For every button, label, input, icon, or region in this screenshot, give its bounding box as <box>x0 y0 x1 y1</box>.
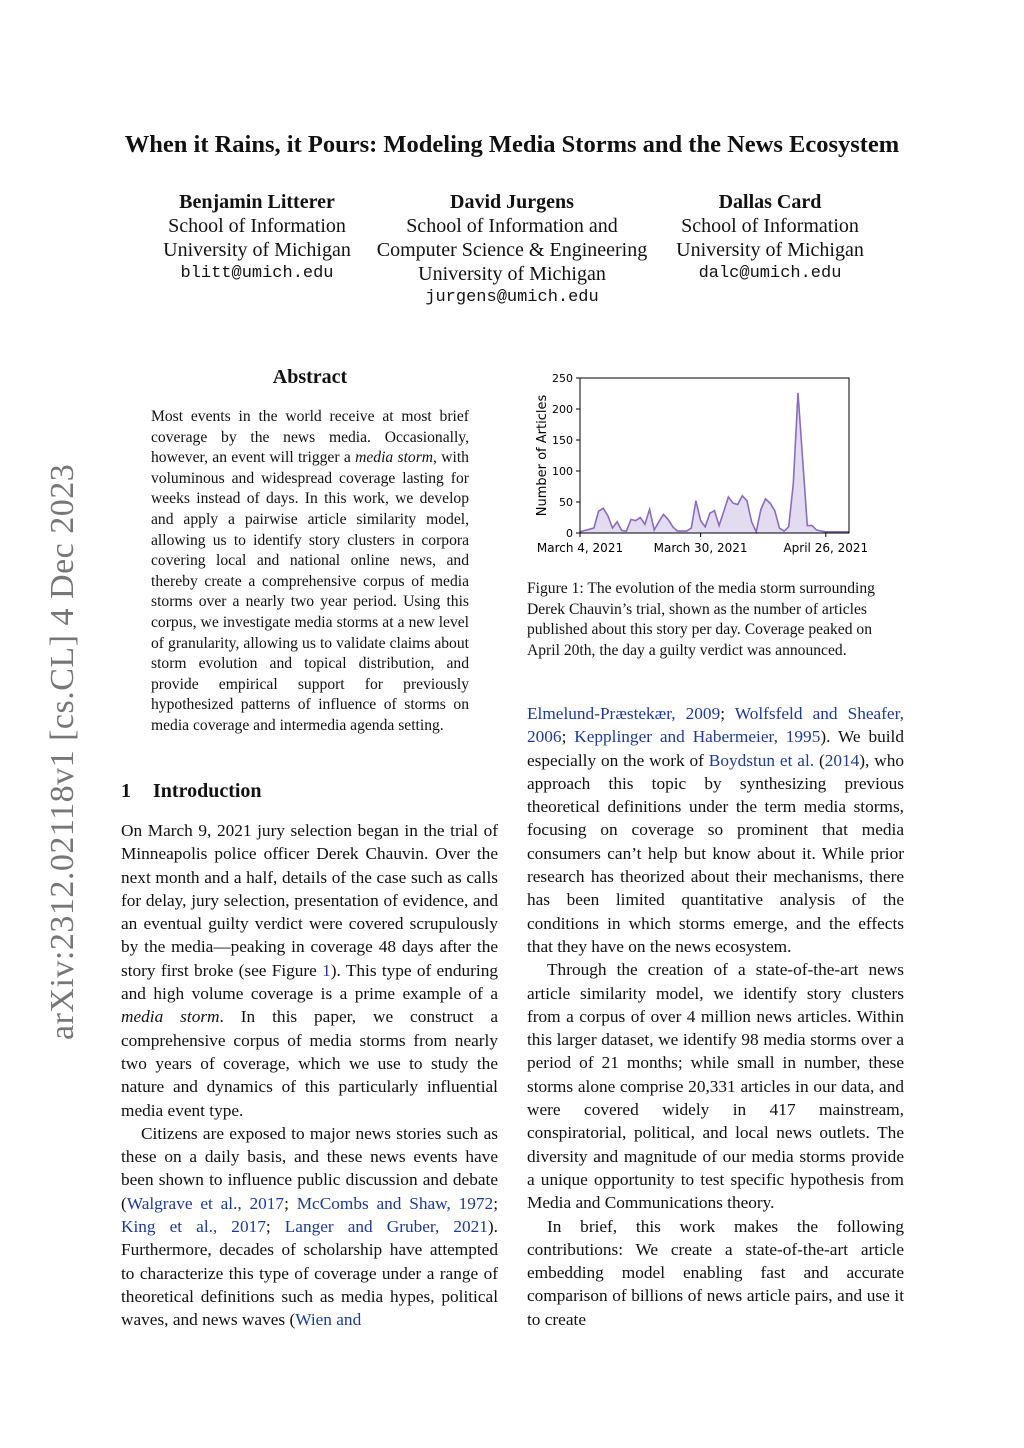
abstract-body <box>151 407 469 737</box>
section-title: Introduction <box>153 780 262 802</box>
text-run: On March 9, 2021 jury selection began in the trial of Minneapolis police officer Derek Chauvin. Over the next month and a half, details of the case such as calls for delay, jury selection, presentation of evidence, and an eventual guilty verdict were covered scrupulously by the media—peaking in coverage 48 days after the story first broke (see Figure <box>121 821 498 980</box>
x-tick-label: April 26, 2021 <box>783 541 869 555</box>
section-heading <box>121 780 262 803</box>
citation-link[interactable]: Wien and <box>295 1310 362 1330</box>
figure-ref-link[interactable]: 1 <box>322 960 331 980</box>
paragraph: Through the creation of a state-of-the-art news article similarity model, we identify story clusters from a corpus of over 4 million news articles. Within this larger dataset, we identify 98 media storms over a period of 21 months; while small in number, these storms alone comprise 20,331 articles in our data, and were covered widely in 417 mainstream, conspiratorial, political, and local news outlets. The diversity and magnitude of our media storms provide a unique opportunity to test specific hypothesis from Media and Communications theory. <box>527 960 904 1213</box>
y-axis-label: Number of Articles <box>535 394 550 517</box>
figure-1-chart <box>528 368 900 560</box>
y-tick-label: 250 <box>552 372 573 385</box>
y-tick-label: 100 <box>552 465 573 478</box>
citation-link[interactable]: Boydstun et al. <box>708 750 815 770</box>
text-run: ; <box>561 727 575 747</box>
right-column-text <box>527 702 904 1331</box>
x-tick-label: March 30, 2021 <box>653 541 748 555</box>
abstract-emphasis: media storm <box>355 449 434 467</box>
author-block <box>362 190 662 310</box>
arxiv-side-stamp: arXiv:2312.02118v1 [cs.CL] 4 Dec 2023 <box>44 463 81 1040</box>
text-run: . In this paper, we construct a comprehensive corpus of media storms from nearly two years of coverage, which we use to study the nature and dynamics of this particularly influential media event type. <box>121 1007 498 1120</box>
paper-title: When it Rains, it Pours: Modeling Media Storms and the News Ecosystem <box>124 131 900 158</box>
author-affiliation: School of Information <box>681 215 859 237</box>
citation-link[interactable]: Langer and Gruber, 2021 <box>284 1217 488 1237</box>
author-email: jurgens@umich.edu <box>425 288 599 307</box>
y-tick-label: 0 <box>566 527 573 540</box>
author-block <box>660 190 880 286</box>
y-tick-label: 200 <box>552 403 573 416</box>
author-email: dalc@umich.edu <box>698 264 842 283</box>
paragraph <box>121 1122 498 1332</box>
emphasis: media storm <box>121 1007 220 1027</box>
series-line <box>580 393 849 532</box>
abstract-heading: Abstract <box>272 366 348 388</box>
x-tick-label: March 4, 2021 <box>536 541 624 555</box>
abstract-text: Most events in the world receive at most brief coverage by the news media. Occasionally, however, an event will trigger a <box>151 408 469 467</box>
author-email: blitt@umich.edu <box>180 264 334 283</box>
plot-frame <box>580 378 849 533</box>
author-name: David Jurgens <box>450 191 574 213</box>
paragraph <box>121 819 498 1122</box>
author-affiliation: School of Information and <box>406 215 618 237</box>
y-tick-label: 150 <box>552 434 573 447</box>
citation-link[interactable]: McCombs and Shaw, 1972 <box>296 1193 494 1213</box>
text-run: ). Furthermore, decades of scholarship have attempted to characterize this type of coverage under a range of theoretical definitions such as media hypes, political waves, and news waves ( <box>121 1217 498 1330</box>
author-name: Benjamin Litterer <box>179 191 335 213</box>
author-affiliation: University of Michigan <box>418 263 606 285</box>
text-run: ; <box>265 1217 285 1237</box>
citation-link[interactable]: Elmelund-Præstekær, 2009 <box>527 704 721 723</box>
author-affiliation: Computer Science & Engineering <box>376 239 648 261</box>
citation-link[interactable]: 2014 <box>824 750 860 770</box>
citation-link[interactable]: Wolfsfeld and Sheafer, 2006 <box>527 704 904 747</box>
author-block <box>147 190 367 286</box>
author-affiliation: School of Information <box>168 215 346 237</box>
text-run: Citizens are exposed to major news stories such as these on a daily basis, and these news events have been shown to influence public discussion and debate ( <box>121 1123 498 1213</box>
citation-link[interactable]: King et al., 2017 <box>121 1217 266 1237</box>
section-number: 1 <box>121 780 131 802</box>
y-tick-label: 50 <box>559 496 573 509</box>
paragraph <box>527 702 904 958</box>
figure-caption: Figure 1: The evolution of the media storm surrounding Derek Chauvin’s trial, shown as the number of articles published about this story per day. Coverage peaked on April 20th, the day a guilty verdict was announced. <box>527 580 875 659</box>
text-run: ), who approach this topic by synthesizing previous theoretical definitions under the term media storms, focusing on coverage so prominent that media consumers can’t help but know about it. While prior research has theorized about their mechanisms, there has been limited quantitative analysis of the conditions in which storms emerge, and the effects that they have on the news ecosystem. <box>527 750 904 956</box>
text-run: ( <box>814 750 825 770</box>
author-affiliation: University of Michigan <box>163 239 351 261</box>
abstract-text: , with voluminous and widespread coverage lasting for weeks instead of days. In this work, we develop and apply a pairwise article similarity model, allowing us to identify story clusters in corpora covering local and national online news, and thereby create a comprehensive corpus of media storms over a nearly two year period. Using this corpus, we investigate media storms at a new level of granularity, allowing us to validate claims about storm evolution and topical distribution, and provide empirical support for previously hypothesized patterns of influence of storms on media coverage and intermedia agenda setting. <box>151 449 469 734</box>
author-name: Dallas Card <box>718 191 822 213</box>
author-affiliation: University of Michigan <box>676 239 864 261</box>
text-run: ; <box>493 1193 499 1213</box>
text-run: ; <box>284 1193 297 1213</box>
text-run: ; <box>720 704 735 723</box>
text-run: ). This type of enduring and high volume coverage is a prime example of a <box>121 960 498 1004</box>
left-column-text <box>121 819 498 1332</box>
text-run: ). We build especially on the work of <box>527 727 904 770</box>
citation-link[interactable]: Walgrave et al., 2017 <box>126 1193 285 1213</box>
paragraph: In brief, this work makes the following contributions: We create a state-of-the-art article embedding model enabling fast and accurate comparison of billions of news article pairs, and use it to create <box>527 1216 904 1329</box>
citation-link[interactable]: Kepplinger and Habermeier, 1995 <box>574 727 821 747</box>
